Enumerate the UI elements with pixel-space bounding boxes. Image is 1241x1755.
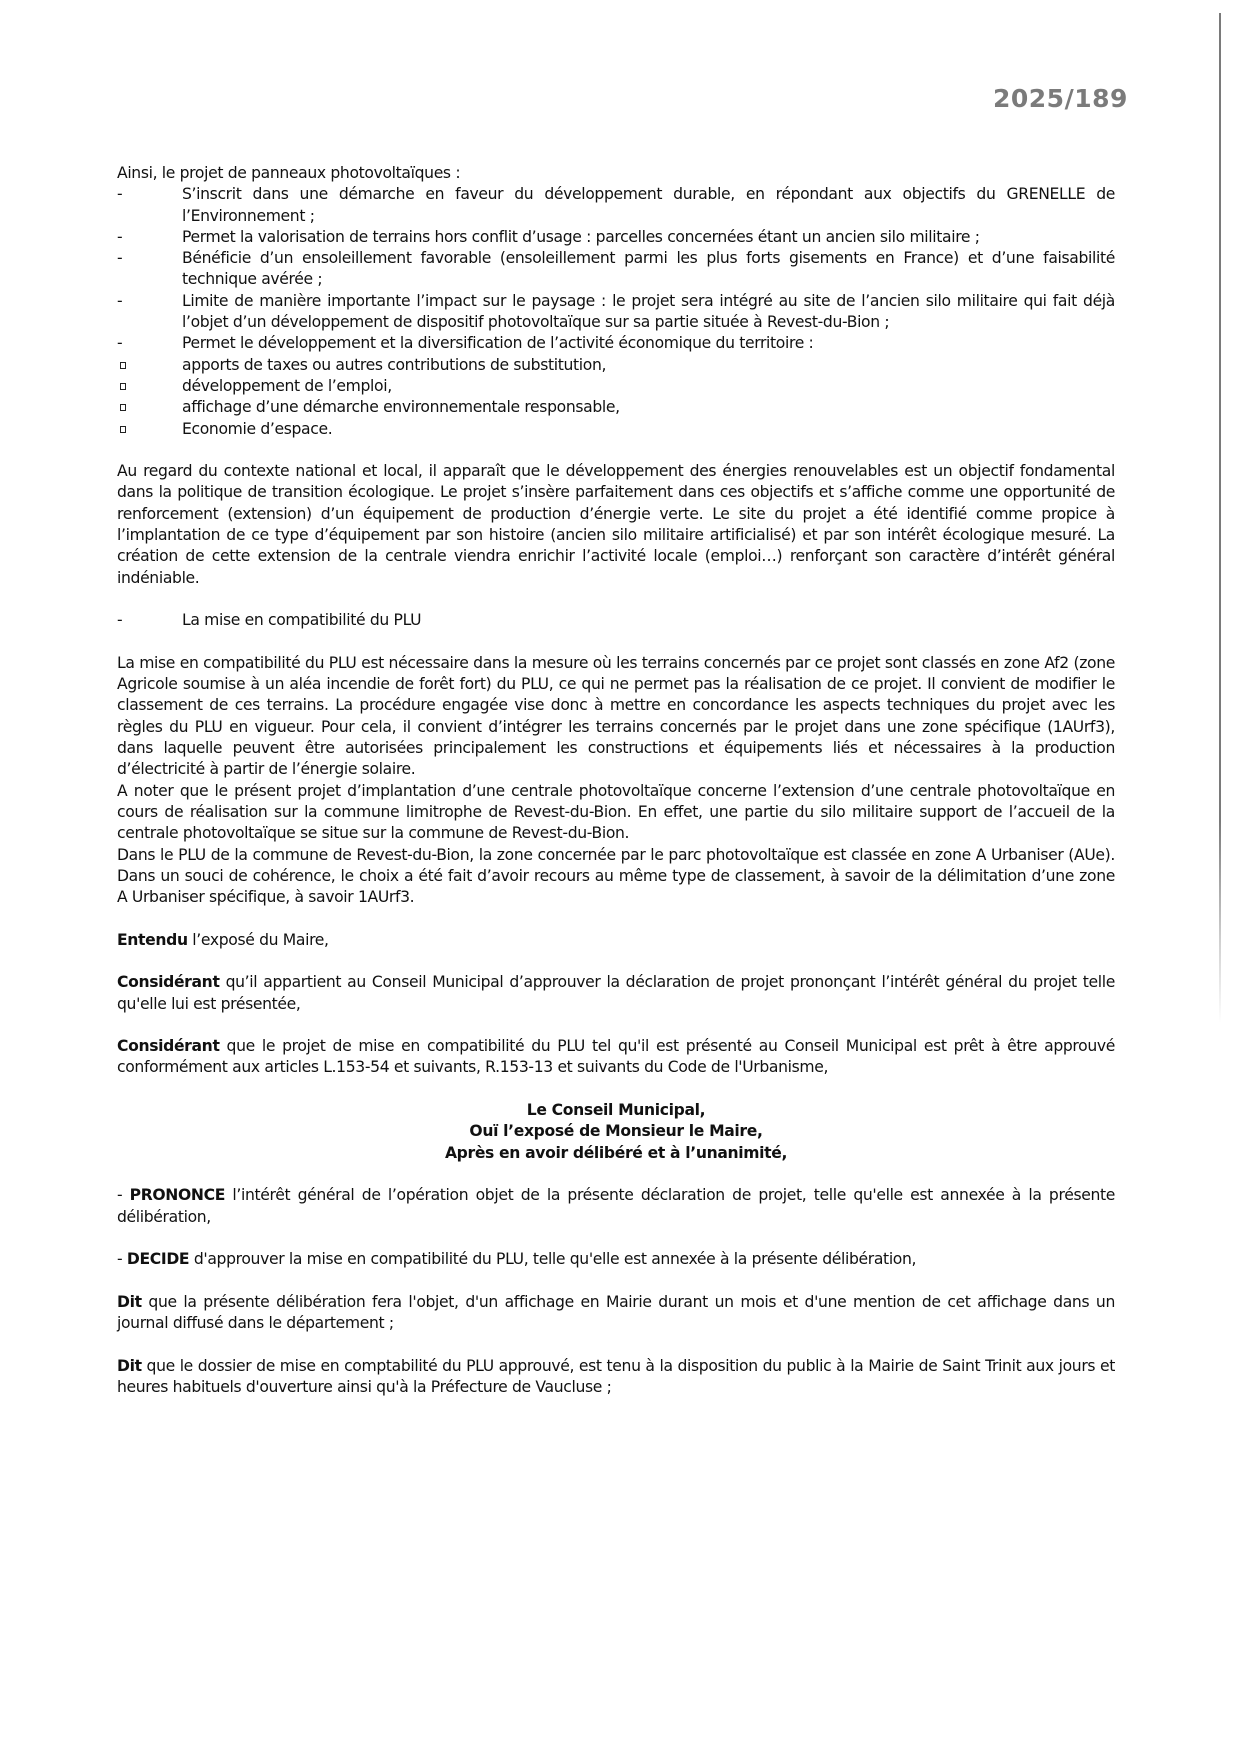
benefit-text: Permet le développement et la diversification de l’activité économique du territoire : xyxy=(182,334,814,353)
considering-text: que le projet de mise en compatibilité du PLU tel qu'il est présenté au Conseil Municipal est prêt à être approuvé conformément aux articles L.153-54 et suivants, R.153-13 et suivants du Code de l'Urbanisme, xyxy=(117,1037,1115,1077)
decision-text: d'approuver la mise en compatibilité du PLU, telle qu'elle est annexée à la présente délibération, xyxy=(189,1250,917,1269)
sub-benefit-text: apports de taxes ou autres contributions de substitution, xyxy=(182,355,607,374)
heard-statement xyxy=(117,930,1115,951)
sub-benefit-item xyxy=(117,376,1115,397)
benefit-text: Limite de manière importante l’impact sur le paysage : le projet sera intégré au site de l’ancien silo militaire qui fait déjà l’objet d’un développement de dispositif photovoltaïque sur sa partie située à Revest-du-Bion ; xyxy=(182,291,1115,332)
deliberation-reference-number: 2025/189 xyxy=(993,84,1128,113)
spacer xyxy=(117,589,1115,610)
spacer xyxy=(117,1228,1115,1249)
spacer xyxy=(117,1164,1115,1185)
benefit-item xyxy=(117,184,1115,227)
benefit-text: Permet la valorisation de terrains hors conflit d’usage : parcelles concernées étant un ancien silo militaire ; xyxy=(182,227,980,246)
decision-keyword: Dit xyxy=(117,1356,142,1375)
scan-edge-line xyxy=(1219,13,1221,1023)
sub-benefit-text: développement de l’emploi, xyxy=(182,376,392,395)
plu-paragraph: La mise en compatibilité du PLU est nécessaire dans la mesure où les terrains concernés par ce projet sont classés en zone Af2 (zone Agricole soumise à un aléa incendie de forêt fort) du PLU, ce qui ne permet pas la réalisation de ce projet. Il convient de modifier le classement de ces terrains. La procédure engagée vise donc à mettre en concordance les aspects techniques du projet avec les règles du PLU en vigueur. Pour cela, il convient d’intégrer les terrains concernés par le projet dans une zone spécifique (1AUrf3), dans laquelle peuvent être autorisées principalement les constructions et équipements liés et nécessaires à la production d’électricité à partir de l’énergie solaire. xyxy=(117,653,1115,779)
sub-benefit-text: affichage d’une démarche environnementale responsable, xyxy=(182,398,620,417)
decision-prefix: - xyxy=(117,1186,130,1205)
considering-clause xyxy=(117,972,1115,1015)
council-line: Ouï l’exposé de Monsieur le Maire, xyxy=(469,1122,763,1141)
benefit-item xyxy=(117,291,1115,334)
decision-text: que le dossier de mise en comptabilité du PLU approuvé, est tenu à la disposition du public à la Mairie de Saint Trinit aux jours et heures habituels d'ouverture ainsi qu'à la Préfecture de Vaucluse ; xyxy=(117,1356,1115,1396)
spacer xyxy=(117,1015,1115,1036)
spacer xyxy=(117,1079,1115,1100)
considering-text: qu’il appartient au Conseil Municipal d’approuver la déclaration de projet prononçant l’intérêt général du projet telle qu'elle lui est présentée, xyxy=(117,973,1115,1013)
benefit-item xyxy=(117,333,1115,354)
sub-benefit-item xyxy=(117,419,1115,440)
dash-bullet: - xyxy=(117,227,123,246)
section-heading-plu xyxy=(117,610,1115,631)
decision-keyword: DECIDE xyxy=(126,1250,190,1269)
spacer xyxy=(117,908,1115,929)
plu-paragraph: Dans le PLU de la commune de Revest-du-Bion, la zone concernée par le parc photovoltaïque est classée en zone A Urbaniser (AUe). Dans un souci de cohérence, le choix a été fait d’avoir recours au même type de classement, à savoir de la délimitation d’une zone A Urbaniser spécifique, à savoir 1AUrf3. xyxy=(117,845,1115,907)
sub-benefit-item xyxy=(117,397,1115,418)
spacer xyxy=(117,440,1115,461)
heard-keyword: Entendu xyxy=(117,930,188,949)
considering-clause xyxy=(117,1036,1115,1079)
section-title: La mise en compatibilité du PLU xyxy=(182,611,422,630)
square-bullet-icon xyxy=(120,404,126,411)
sub-benefits-list xyxy=(117,355,1115,440)
benefits-list xyxy=(117,184,1115,354)
square-bullet-icon xyxy=(120,383,126,390)
decision-text: l’intérêt général de l’opération objet de la présente déclaration de projet, telle qu'elle est annexée à la présente délibération, xyxy=(117,1186,1116,1226)
spacer xyxy=(117,951,1115,972)
square-bullet-icon xyxy=(120,426,126,433)
council-block xyxy=(117,1100,1115,1164)
sub-benefit-text: Economie d’espace. xyxy=(182,419,333,438)
document-body xyxy=(117,163,1115,1398)
plu-paragraph: A noter que le présent projet d’implantation d’une centrale photovoltaïque concerne l’extension d’une centrale photovoltaïque en cours de réalisation sur la commune limitrophe de Revest-du-Bion. En effet, une partie du silo militaire support de l’accueil de la centrale photovoltaïque se situe sur la commune de Revest-du-Bion. xyxy=(117,781,1115,843)
spacer xyxy=(117,1334,1115,1355)
benefit-item xyxy=(117,248,1115,291)
decision-keyword: PRONONCE xyxy=(129,1186,226,1205)
decision-clause xyxy=(117,1356,1115,1399)
benefit-text: S’inscrit dans une démarche en faveur du développement durable, en répondant aux objectifs du GRENELLE de l’Environnement ; xyxy=(182,185,1115,225)
context-paragraph: Au regard du contexte national et local, il apparaît que le développement des énergies renouvelables est un objectif fondamental dans la politique de transition écologique. Le projet s’insère parfaitement dans ces objectifs et s’affiche comme une opportunité de renforcement (extension) d’un équipement de production d’énergie verte. Le site du projet a été identifié comme propice à l’implantation de ce type d’équipement par son histoire (ancien silo militaire artificialisé) et par son intérêt écologique mesuré. La création de cette extension de la centrale viendra enrichir l’activité locale (emploi…) renforçant son caractère d’intérêt général indéniable. xyxy=(117,462,1115,587)
spacer xyxy=(117,632,1115,653)
decision-keyword: Dit xyxy=(117,1292,142,1311)
square-bullet-icon xyxy=(120,362,126,369)
dash-bullet: - xyxy=(117,291,123,310)
spacer xyxy=(117,1270,1115,1291)
council-line: Après en avoir délibéré et à l’unanimité, xyxy=(444,1143,788,1162)
decision-clause xyxy=(117,1185,1115,1228)
decision-clause xyxy=(117,1249,1115,1270)
considering-keyword: Considérant xyxy=(117,973,220,992)
sub-benefit-item xyxy=(117,355,1115,376)
benefit-text: Bénéficie d’un ensoleillement favorable (ensoleillement parmi les plus forts gisements en France) et d’une faisabilité technique avérée ; xyxy=(182,249,1115,289)
intro-line: Ainsi, le projet de panneaux photovoltaïques : xyxy=(117,164,461,182)
dash-bullet: - xyxy=(117,334,123,353)
dash-bullet: - xyxy=(117,185,123,204)
decision-text: que la présente délibération fera l'objet, d'un affichage en Mairie durant un mois et d'une mention de cet affichage dans un journal diffusé dans le département ; xyxy=(117,1292,1115,1333)
decision-prefix: - xyxy=(117,1250,127,1269)
dash-bullet: - xyxy=(117,249,123,268)
considering-keyword: Considérant xyxy=(117,1037,220,1056)
council-line: Le Conseil Municipal, xyxy=(526,1101,706,1120)
benefit-item xyxy=(117,227,1115,248)
decision-clause xyxy=(117,1292,1115,1335)
heard-text: l’exposé du Maire, xyxy=(187,930,329,949)
dash-bullet: - xyxy=(117,611,123,630)
